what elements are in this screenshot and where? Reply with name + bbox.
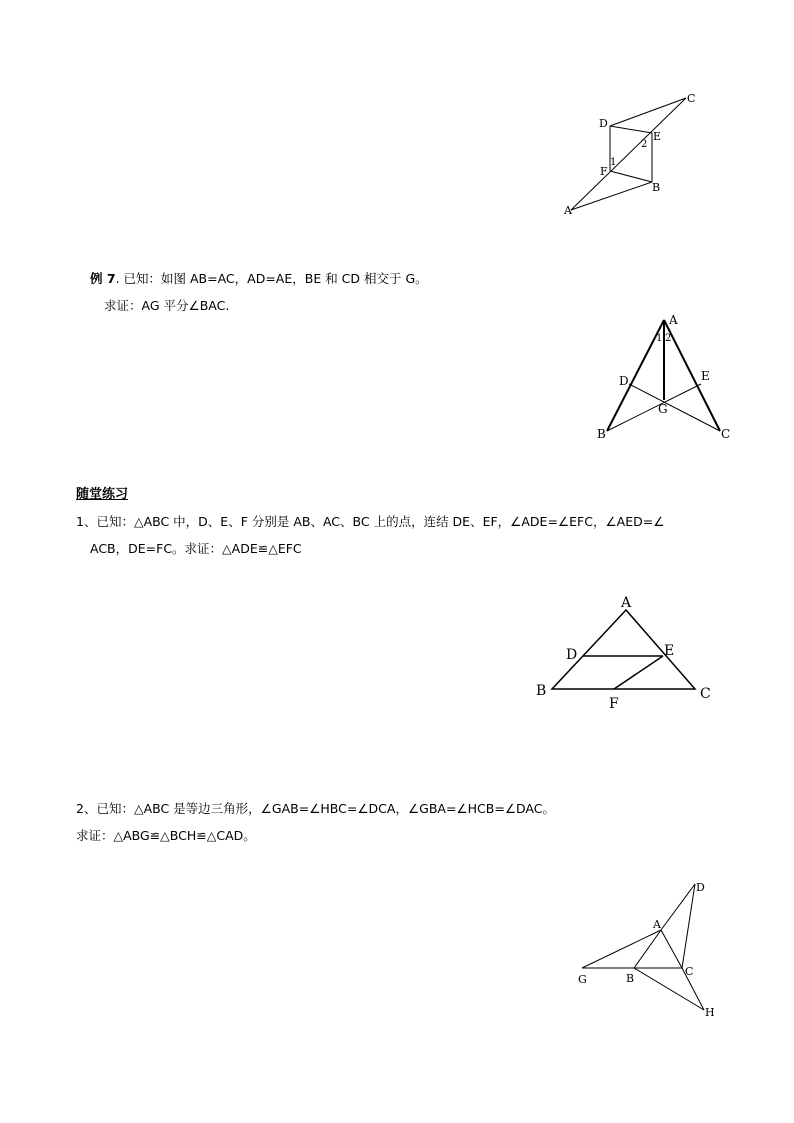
label-h: H [705, 1006, 715, 1019]
label-e: E [664, 643, 675, 659]
segment-ga [582, 930, 661, 968]
label-angle-2: 2 [665, 333, 672, 344]
label-b: B [597, 427, 606, 441]
segment-ad [661, 884, 695, 930]
segment-ac [664, 320, 720, 431]
figure-1-diagram [555, 85, 715, 225]
figure-4-diagram [570, 872, 725, 1022]
label-d: D [696, 881, 705, 894]
segment-ac [571, 98, 686, 210]
segment-be [607, 384, 701, 431]
segment-cd [629, 384, 720, 431]
example-7-given [90, 271, 428, 287]
practice-q2-line1: 2、已知：△ABC 是等边三角形，∠GAB=∠HBC=∠DCA，∠GBA=∠HCB=∠DAC。 [76, 801, 555, 816]
label-f: F [600, 165, 608, 178]
label-b: B [652, 181, 661, 194]
segment-ef [614, 656, 663, 689]
label-a: A [621, 595, 632, 611]
label-d: D [619, 374, 629, 388]
label-angle-1: 1 [656, 333, 663, 344]
label-c: C [685, 965, 694, 978]
label-e: E [701, 369, 710, 383]
segment-fb [610, 171, 652, 182]
label-c: C [700, 686, 711, 702]
practice-section-title: 随堂练习 [76, 487, 129, 502]
label-a: A [653, 918, 661, 931]
figure-2-diagram [593, 310, 743, 445]
example-7-label: 例 7 [90, 271, 116, 286]
triangle-abc [634, 930, 682, 968]
label-c: C [687, 92, 696, 105]
label-angle-1: 1 [610, 157, 617, 168]
label-g: G [658, 402, 668, 416]
label-e: E [653, 130, 662, 143]
label-d: D [566, 647, 578, 663]
example-7-given-text: . 已知：如图 AB=AC，AD=AE，BE 和 CD 相交于 G。 [115, 271, 428, 286]
label-g: G [578, 973, 587, 986]
segment-ab [571, 182, 652, 210]
example-7-prove: 求证：AG 平分∠BAC. [104, 298, 230, 313]
segment-de [610, 126, 652, 133]
label-a: A [564, 204, 572, 217]
label-a: A [669, 313, 678, 327]
segment-cd [682, 884, 695, 968]
label-d: D [599, 117, 608, 130]
label-f: F [609, 696, 619, 712]
practice-q2-line2: 求证：△ABG≌△BCH≌△CAD。 [76, 828, 256, 843]
practice-q1-line1: 1、已知：△ABC 中，D、E、F 分别是 AB、AC、BC 上的点，连结 DE、EF，∠ADE=∠EFC，∠AED=∠ [76, 514, 665, 529]
label-b: B [536, 683, 547, 699]
label-angle-2: 2 [641, 139, 648, 150]
figure-3-diagram [530, 590, 720, 715]
segment-dc [610, 98, 686, 126]
label-b: B [626, 972, 635, 985]
practice-q1-line2: ACB，DE=FC。求证：△ADE≌△EFC [90, 541, 302, 556]
label-c: C [721, 427, 731, 441]
